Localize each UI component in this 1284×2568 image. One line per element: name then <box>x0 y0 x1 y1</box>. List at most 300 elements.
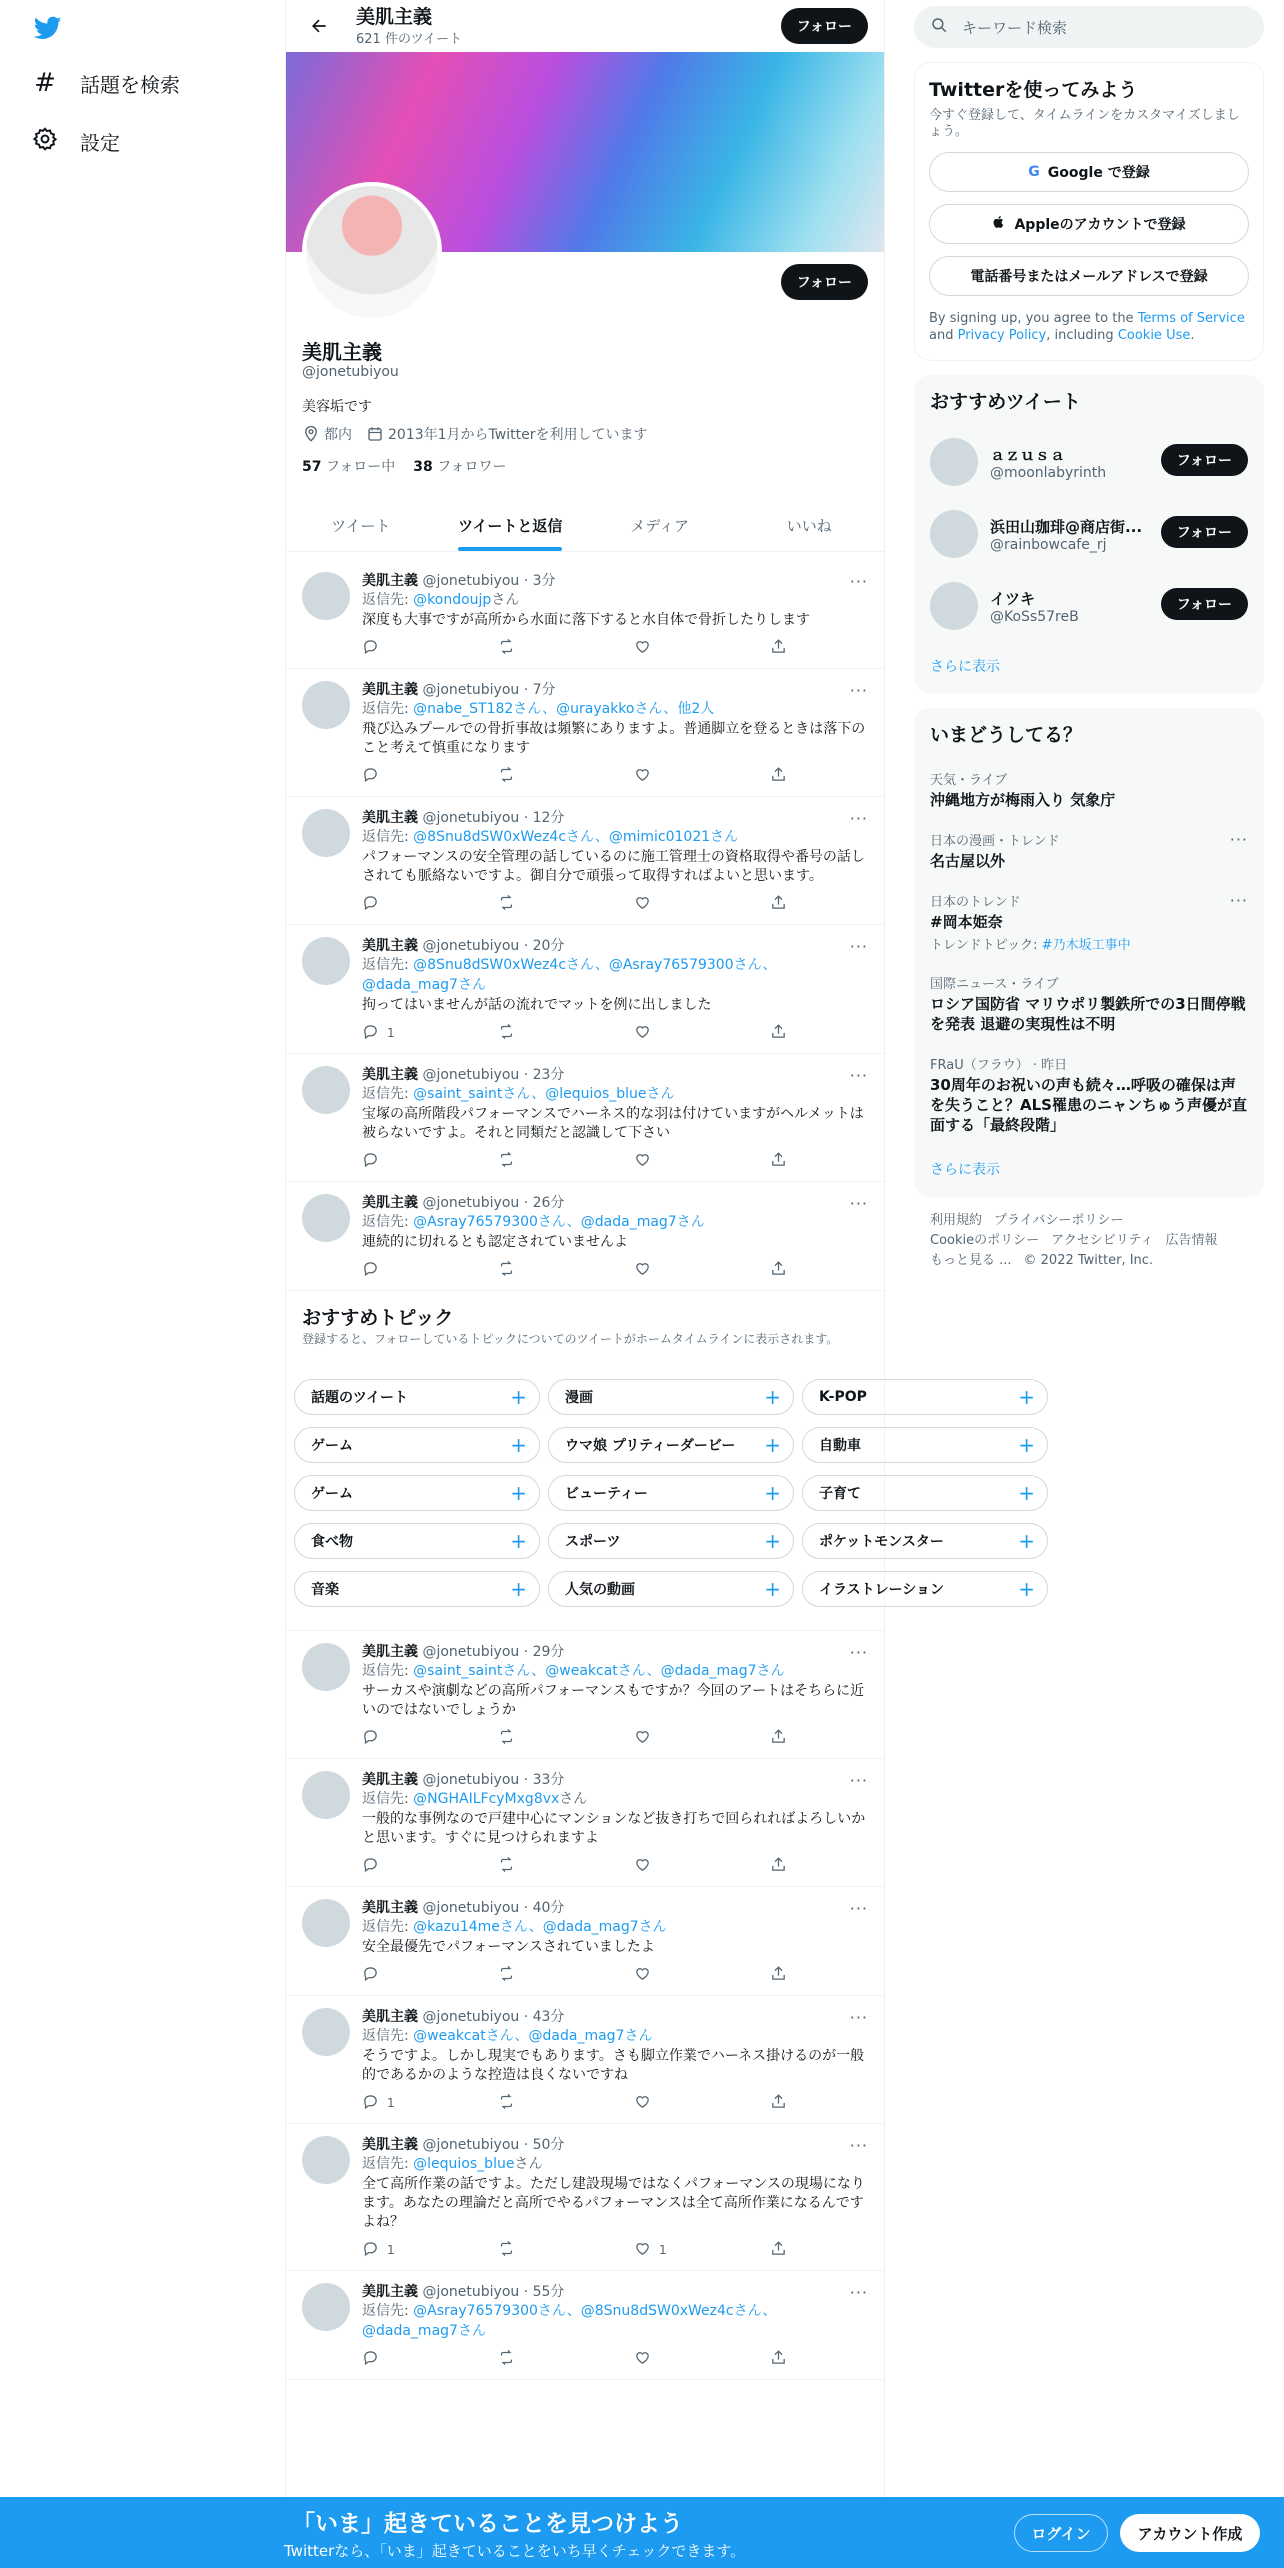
reply-icon <box>362 1965 379 1985</box>
tab-media[interactable]: メディア <box>630 517 690 535</box>
heart-icon <box>634 2349 651 2369</box>
suggested-user[interactable] <box>914 498 1264 570</box>
plus-icon[interactable]: + <box>1018 1481 1035 1505</box>
tweet[interactable] <box>286 1631 884 1759</box>
trend-topic-label: トレンドトピック: <box>930 938 1042 953</box>
reply-to-links[interactable]: @lequios_blue <box>413 2156 515 2172</box>
plus-icon[interactable]: + <box>764 1481 781 1505</box>
topic-chip[interactable] <box>802 1571 1048 1607</box>
tweet-avatar[interactable] <box>302 1899 350 1947</box>
retweet-button[interactable] <box>498 1260 588 1280</box>
retweet-button[interactable] <box>498 2093 588 2113</box>
tweet-avatar[interactable] <box>302 1066 350 1114</box>
tweet-author-line <box>362 809 868 827</box>
tweet-author-name[interactable]: 美肌主義 <box>362 2009 418 2025</box>
share-icon <box>770 2240 787 2260</box>
profile-avatar[interactable] <box>302 182 442 322</box>
topic-label: K-POP <box>819 1389 867 1405</box>
nav-settings[interactable] <box>32 126 120 157</box>
reply-suffix: さん <box>491 592 520 608</box>
tweet-text: 連続的に切れるとも認定されていませんよ <box>362 1234 628 1250</box>
tweet-author-line <box>362 2283 868 2301</box>
retweet-button[interactable] <box>498 1856 588 1876</box>
heart-icon <box>634 766 651 786</box>
topic-chip[interactable] <box>294 1379 540 1415</box>
apple-signup-button[interactable] <box>929 204 1249 244</box>
user-avatar[interactable] <box>930 510 978 558</box>
reply-to-links[interactable]: @weakcatさん、@dada_mag7さん <box>413 2028 653 2044</box>
footer-privacy-link[interactable]: プライバシーポリシー <box>994 1213 1124 1228</box>
calendar-icon <box>366 425 384 443</box>
profile-header <box>286 0 884 52</box>
tweet-author-line <box>362 572 868 590</box>
tweet-meta: @jonetubiyou · 3分 <box>422 573 556 589</box>
topic-chip[interactable] <box>802 1523 1048 1559</box>
topics-title: おすすめトピック <box>302 1307 454 1329</box>
back-arrow-icon[interactable] <box>302 9 336 43</box>
tweet-meta: @jonetubiyou · 50分 <box>422 2137 565 2153</box>
tweet[interactable] <box>286 797 884 925</box>
share-button[interactable] <box>770 2093 790 2113</box>
share-icon <box>770 766 787 786</box>
profile-name: 美肌主義 <box>302 340 382 364</box>
share-button[interactable] <box>770 894 790 914</box>
reply-icon <box>362 1728 379 1748</box>
more-options-icon[interactable]: ··· <box>849 2136 868 2155</box>
heart-icon <box>634 894 651 914</box>
reply-context <box>362 1084 868 1104</box>
tweet-author-name[interactable]: 美肌主義 <box>362 1067 418 1083</box>
like-button[interactable] <box>634 638 724 658</box>
trend-context: 国際ニュース・ライブ <box>930 977 1059 992</box>
suggested-user[interactable] <box>914 426 1264 498</box>
topic-label: 自動車 <box>819 1438 861 1454</box>
tweet-actions <box>362 1260 790 1280</box>
trend-item[interactable] <box>914 820 1264 881</box>
tweet-text: 宝塚の高所階段パフォーマンスでハーネス的な羽は付けていますがヘルメットは被らないですよ。それと同類だと認識して下さい <box>362 1106 864 1141</box>
plus-icon[interactable]: + <box>764 1385 781 1409</box>
tweet-author-name[interactable]: 美肌主義 <box>362 1644 418 1660</box>
plus-icon[interactable]: + <box>1018 1433 1035 1457</box>
tab-tweets-and-replies[interactable]: ツイートと返信 <box>436 500 586 551</box>
plus-icon[interactable]: + <box>1018 1529 1035 1553</box>
retweet-icon <box>498 2349 515 2369</box>
tweet-author-name[interactable]: 美肌主義 <box>362 938 418 954</box>
topic-label: 子育て <box>819 1486 861 1502</box>
tweet-author-line <box>362 1066 868 1084</box>
search-icon <box>930 16 948 38</box>
topic-chip[interactable] <box>294 1427 540 1463</box>
plus-icon[interactable]: + <box>510 1481 527 1505</box>
share-button[interactable] <box>770 2349 790 2369</box>
left-nav <box>0 0 286 2568</box>
followers-link[interactable] <box>413 456 506 476</box>
profile-follow-button[interactable]: フォロー <box>781 264 868 300</box>
topic-chip[interactable] <box>294 1571 540 1607</box>
user-name: 浜田山珈琲@商店街... <box>990 517 1143 536</box>
tweet-author-line <box>362 1899 868 1917</box>
tweet[interactable] <box>286 1054 884 1182</box>
more-options-icon[interactable]: ··· <box>849 1643 868 1662</box>
topic-label: ウマ娘 プリティーダービー <box>565 1438 736 1454</box>
tweet-avatar[interactable] <box>302 2008 350 2056</box>
tweet-actions <box>362 766 790 786</box>
profile-location <box>302 424 352 444</box>
location-pin-icon <box>302 425 320 443</box>
heart-icon <box>634 638 651 658</box>
topic-chip[interactable] <box>802 1379 1048 1415</box>
plus-icon[interactable]: + <box>764 1577 781 1601</box>
tweet-list-top <box>286 560 884 1291</box>
tweet-actions <box>362 638 790 658</box>
more-options-icon[interactable]: ··· <box>1229 830 1248 849</box>
plus-icon[interactable]: + <box>764 1433 781 1457</box>
tweet[interactable] <box>286 925 884 1054</box>
reply-button[interactable] <box>362 2349 452 2369</box>
trend-topic-link[interactable]: #乃木坂工事中 <box>1041 938 1131 953</box>
topic-label: 漫画 <box>565 1390 593 1406</box>
share-button[interactable] <box>770 1965 790 1985</box>
like-button[interactable] <box>634 1728 724 1748</box>
tweet-avatar[interactable] <box>302 1771 350 1819</box>
nav-explore-label: 話題を検索 <box>80 72 180 97</box>
tweet-text: そうですよ。しかし現実でもあります。さも脚立作業でハーネス掛けるのが一般的であるかのような控造は良くないですね <box>362 2048 865 2083</box>
google-signup-button[interactable] <box>929 152 1249 192</box>
topic-chip[interactable] <box>802 1475 1048 1511</box>
retweet-button[interactable] <box>498 2240 588 2260</box>
share-button[interactable] <box>770 2240 790 2260</box>
retweet-button[interactable] <box>498 638 588 658</box>
reply-prefix: 返信先: <box>362 1086 414 1102</box>
topic-chip[interactable] <box>548 1571 794 1607</box>
plus-icon[interactable]: + <box>1018 1577 1035 1601</box>
reply-to-links[interactable]: @Asray76579300さん、@8Snu8dSW0xWez4cさん、@dada_mag7さん <box>362 2303 777 2339</box>
topic-chip[interactable] <box>548 1523 794 1559</box>
share-button[interactable] <box>770 1856 790 1876</box>
reply-icon <box>362 2240 379 2260</box>
share-button[interactable] <box>770 1023 790 1043</box>
tweet-avatar[interactable] <box>302 2283 350 2331</box>
retweet-button[interactable] <box>498 894 588 914</box>
user-handle: @moonlabyrinth <box>990 464 1107 481</box>
more-options-icon[interactable]: ··· <box>849 809 868 828</box>
share-icon <box>770 894 787 914</box>
reply-suffix: さん <box>559 1791 588 1807</box>
reply-button[interactable] <box>362 1260 452 1280</box>
reply-count: 1 <box>387 1026 395 1040</box>
footer-terms-link[interactable]: 利用規約 <box>930 1213 983 1228</box>
like-button[interactable] <box>634 1965 724 1985</box>
tweet-author-name[interactable]: 美肌主義 <box>362 682 418 698</box>
retweet-button[interactable] <box>498 1728 588 1748</box>
more-options-icon[interactable]: ··· <box>849 1194 868 1213</box>
tweet-avatar[interactable] <box>302 1194 350 1242</box>
retweet-icon <box>498 1023 515 1043</box>
trend-title: 沖縄地方が梅雨入り 気象庁 <box>930 791 1116 809</box>
footer-cookie-link[interactable]: Cookieのポリシー <box>930 1233 1040 1248</box>
more-options-icon[interactable]: ··· <box>1229 891 1248 910</box>
topic-label: 食べ物 <box>311 1534 353 1550</box>
reply-prefix: 返信先: <box>362 2156 414 2172</box>
retweet-icon <box>498 766 515 786</box>
topic-label: 人気の動画 <box>565 1582 635 1598</box>
retweet-button[interactable] <box>498 1023 588 1043</box>
tweet-meta: @jonetubiyou · 55分 <box>422 2284 565 2300</box>
reply-button[interactable] <box>362 894 452 914</box>
retweet-icon <box>498 1965 515 1985</box>
header-follow-button[interactable]: フォロー <box>781 8 868 44</box>
like-button[interactable] <box>634 1151 724 1171</box>
tweet-author-name[interactable]: 美肌主義 <box>362 2284 418 2300</box>
retweet-icon <box>498 638 515 658</box>
tweet[interactable] <box>286 2271 884 2380</box>
trend-context: FRaU（フラウ） · 昨日 <box>930 1058 1068 1073</box>
more-options-icon[interactable]: ··· <box>849 1066 868 1085</box>
retweet-button[interactable] <box>498 766 588 786</box>
plus-icon[interactable]: + <box>510 1433 527 1457</box>
trend-title: #岡本姫奈 <box>930 913 1003 931</box>
topic-chip[interactable] <box>294 1475 540 1511</box>
terms-text-a: By signing up, you agree to the <box>929 311 1138 326</box>
follow-user-button[interactable]: フォロー <box>1161 516 1248 548</box>
signup-subtitle: 今すぐ登録して、タイムラインをカスタマイズしましょう。 <box>929 108 1240 139</box>
trend-context: 日本の漫画・トレンド <box>930 834 1060 849</box>
user-avatar[interactable] <box>930 438 978 486</box>
tweet-author-name[interactable]: 美肌主義 <box>362 2137 418 2153</box>
topic-chip[interactable] <box>294 1523 540 1559</box>
tweet-avatar[interactable] <box>302 2136 350 2184</box>
reply-context <box>362 2301 868 2341</box>
reply-button[interactable] <box>362 2240 452 2260</box>
who-to-follow-card <box>914 375 1264 694</box>
reply-to-links[interactable]: @saint_saintさん、@lequios_blueさん <box>413 1086 675 1102</box>
reply-to-links[interactable]: @Asray76579300さん、@dada_mag7さん <box>413 1214 705 1230</box>
tweet-avatar[interactable] <box>302 681 350 729</box>
more-options-icon[interactable]: ··· <box>849 2008 868 2027</box>
topic-chip[interactable] <box>548 1475 794 1511</box>
topics-panel <box>286 1291 1035 1631</box>
reply-to-links[interactable]: @saint_saintさん、@weakcatさん、@dada_mag7さん <box>413 1663 785 1679</box>
tweet-actions <box>362 1856 790 1876</box>
suggested-user[interactable] <box>914 570 1264 642</box>
share-icon <box>770 2349 787 2369</box>
reply-button[interactable] <box>362 638 452 658</box>
topic-label: スポーツ <box>565 1534 621 1550</box>
tweet-author-name[interactable]: 美肌主義 <box>362 810 418 826</box>
plus-icon[interactable]: + <box>510 1385 527 1409</box>
gear-icon <box>32 126 58 157</box>
terms-text-c: , including <box>1046 328 1118 343</box>
plus-icon[interactable]: + <box>764 1529 781 1553</box>
share-icon <box>770 1260 787 1280</box>
share-button[interactable] <box>770 638 790 658</box>
footer-ads-link[interactable]: 広告情報 <box>1165 1233 1218 1248</box>
more-options-icon[interactable]: ··· <box>849 1771 868 1790</box>
tweet-list-bottom <box>286 1631 884 2380</box>
reply-to-links[interactable]: @kazu14meさん、@dada_mag7さん <box>413 1919 667 1935</box>
more-options-icon[interactable]: ··· <box>849 681 868 700</box>
tweet-meta: @jonetubiyou · 7分 <box>422 682 556 698</box>
trend-item[interactable] <box>914 881 1264 963</box>
reply-button[interactable] <box>362 1151 452 1171</box>
like-button[interactable] <box>634 766 724 786</box>
share-button[interactable] <box>770 1260 790 1280</box>
who-show-more-link[interactable]: さらに表示 <box>930 659 1000 675</box>
tweet-avatar[interactable] <box>302 572 350 620</box>
tweet[interactable] <box>286 669 884 797</box>
tweet-author-name[interactable]: 美肌主義 <box>362 1195 418 1211</box>
heart-icon <box>634 1728 651 1748</box>
tweet[interactable] <box>286 560 884 669</box>
reply-icon <box>362 894 379 914</box>
tweet-author-line <box>362 2008 868 2026</box>
plus-icon[interactable]: + <box>510 1577 527 1601</box>
who-to-follow-title: おすすめツイート <box>930 391 1081 413</box>
location-text: 都内 <box>324 427 352 443</box>
share-button[interactable] <box>770 766 790 786</box>
like-button[interactable] <box>634 1856 724 1876</box>
reply-icon <box>362 638 379 658</box>
trends-show-more-link[interactable]: さらに表示 <box>930 1162 1000 1178</box>
footer-more-link[interactable]: もっと見る ... <box>930 1253 1012 1268</box>
reply-prefix: 返信先: <box>362 957 414 973</box>
search-input[interactable] <box>914 6 1264 48</box>
signup-card <box>914 62 1264 361</box>
reply-to-links[interactable]: @kondoujp <box>413 592 492 608</box>
share-icon <box>770 1856 787 1876</box>
trend-item[interactable] <box>914 759 1264 820</box>
reply-context <box>362 955 868 995</box>
reply-count: 1 <box>387 2096 395 2110</box>
retweet-button[interactable] <box>498 1151 588 1171</box>
tweet-avatar[interactable] <box>302 937 350 985</box>
signup-title: Twitterを使ってみよう <box>929 79 1138 101</box>
reply-button[interactable] <box>362 1965 452 1985</box>
follow-user-button[interactable]: フォロー <box>1161 444 1248 476</box>
bottom-signup-bar <box>0 2497 1284 2568</box>
nav-explore[interactable] <box>32 68 180 98</box>
topic-chip[interactable] <box>802 1427 1048 1463</box>
retweet-button[interactable] <box>498 2349 588 2369</box>
heart-icon <box>634 1965 651 1985</box>
more-options-icon[interactable]: ··· <box>849 572 868 591</box>
reply-suffix: さん <box>514 2156 543 2172</box>
retweet-icon <box>498 1260 515 1280</box>
tweet-count: 621 件のツイート <box>356 31 463 47</box>
topic-row <box>294 1379 1048 1415</box>
topic-chip[interactable] <box>548 1379 794 1415</box>
like-button[interactable] <box>634 2349 724 2369</box>
more-options-icon[interactable]: ··· <box>849 1899 868 1918</box>
tweet-meta: @jonetubiyou · 23分 <box>422 1067 565 1083</box>
like-button[interactable] <box>634 894 724 914</box>
tweet-author-name[interactable]: 美肌主義 <box>362 1900 418 1916</box>
who-to-follow-list <box>914 426 1264 642</box>
reply-button[interactable] <box>362 1023 452 1043</box>
tweet[interactable] <box>286 1182 884 1291</box>
tweet-author-line <box>362 681 868 699</box>
tweet-text: 安全最優先でパフォーマンスされていましたよ <box>362 1939 655 1955</box>
tab-tweets[interactable]: ツイート <box>331 517 391 535</box>
trend-context: 日本のトレンド <box>930 895 1021 910</box>
trend-title: ロシア国防省 マリウポリ製鉄所での3日間停戦を発表 退避の実現性は不明 <box>930 995 1246 1033</box>
more-options-icon[interactable]: ··· <box>849 937 868 956</box>
trend-item[interactable] <box>914 1044 1264 1145</box>
user-avatar[interactable] <box>930 582 978 630</box>
tab-likes[interactable]: いいね <box>786 517 832 535</box>
reply-context <box>362 1917 868 1937</box>
tweet-meta: @jonetubiyou · 12分 <box>422 810 565 826</box>
follow-user-button[interactable]: フォロー <box>1161 588 1248 620</box>
signup-button[interactable]: アカウント作成 <box>1120 2514 1260 2552</box>
topic-chip[interactable] <box>548 1427 794 1463</box>
tweet-avatar[interactable] <box>302 1643 350 1691</box>
reply-to-links[interactable]: @NGHAILFcyMxg8vx <box>413 1791 560 1807</box>
phone-email-signup-button[interactable]: 電話番号またはメールアドレスで登録 <box>929 256 1249 296</box>
share-button[interactable] <box>770 1151 790 1171</box>
twitter-logo-icon[interactable] <box>32 14 64 46</box>
plus-icon[interactable]: + <box>1018 1385 1035 1409</box>
tweet-avatar[interactable] <box>302 809 350 857</box>
trend-item[interactable] <box>914 963 1264 1044</box>
reply-context <box>362 827 868 847</box>
like-button[interactable] <box>634 1023 724 1043</box>
tweet[interactable] <box>286 1996 884 2124</box>
reply-prefix: 返信先: <box>362 2028 414 2044</box>
tweet[interactable] <box>286 1759 884 1887</box>
tweet[interactable] <box>286 2124 884 2271</box>
tweet-meta: @jonetubiyou · 43分 <box>422 2009 565 2025</box>
tweet[interactable] <box>286 1887 884 1996</box>
reply-to-links[interactable]: @nabe_ST182さん、@urayakkoさん、他2人 <box>413 701 715 717</box>
share-icon <box>770 2093 787 2113</box>
tweet-meta: @jonetubiyou · 40分 <box>422 1900 565 1916</box>
tweet-author-name[interactable]: 美肌主義 <box>362 573 418 589</box>
like-button[interactable] <box>634 1260 724 1280</box>
tweet-meta: @jonetubiyou · 26分 <box>422 1195 565 1211</box>
login-button[interactable]: ログイン <box>1014 2514 1108 2552</box>
reply-button[interactable] <box>362 1856 452 1876</box>
sidebar-footer <box>914 1197 1264 1285</box>
tweet-author-name[interactable]: 美肌主義 <box>362 1772 418 1788</box>
reply-prefix: 返信先: <box>362 592 414 608</box>
footer-accessibility-link[interactable]: アクセシビリティ <box>1051 1233 1154 1248</box>
terms-of-service-link[interactable]: Terms of Service <box>1137 311 1245 326</box>
profile-bio: 美容垢です <box>302 399 372 415</box>
tweet-author-line <box>362 937 868 955</box>
like-button[interactable] <box>634 2240 724 2260</box>
tweet-text: パフォーマンスの安全管理の話しているのに施工管理士の資格取得や番号の話しされても脈絡ないですよ。御自分で頑張って取得すればよいと思います。 <box>362 849 865 884</box>
cookie-use-link[interactable]: Cookie Use <box>1117 328 1191 343</box>
reply-to-links[interactable]: @8Snu8dSW0xWez4cさん、@mimic01021さん <box>413 829 739 845</box>
share-button[interactable] <box>770 1728 790 1748</box>
reply-to-links[interactable]: @8Snu8dSW0xWez4cさん、@Asray76579300さん、@dada_mag7さん <box>362 957 777 993</box>
topic-label: イラストレーション <box>819 1582 945 1598</box>
tweet-author-line <box>362 1194 868 1212</box>
tweet-meta: @jonetubiyou · 33分 <box>422 1772 565 1788</box>
retweet-button[interactable] <box>498 1965 588 1985</box>
following-link[interactable] <box>302 456 395 476</box>
reply-button[interactable] <box>362 2093 452 2113</box>
topic-row <box>294 1475 1048 1511</box>
profile-handle: @jonetubiyou <box>302 364 399 380</box>
plus-icon[interactable]: + <box>510 1529 527 1553</box>
reply-button[interactable] <box>362 766 452 786</box>
like-button[interactable] <box>634 2093 724 2113</box>
reply-button[interactable] <box>362 1728 452 1748</box>
more-options-icon[interactable]: ··· <box>849 2283 868 2302</box>
privacy-policy-link[interactable]: Privacy Policy <box>957 328 1047 343</box>
